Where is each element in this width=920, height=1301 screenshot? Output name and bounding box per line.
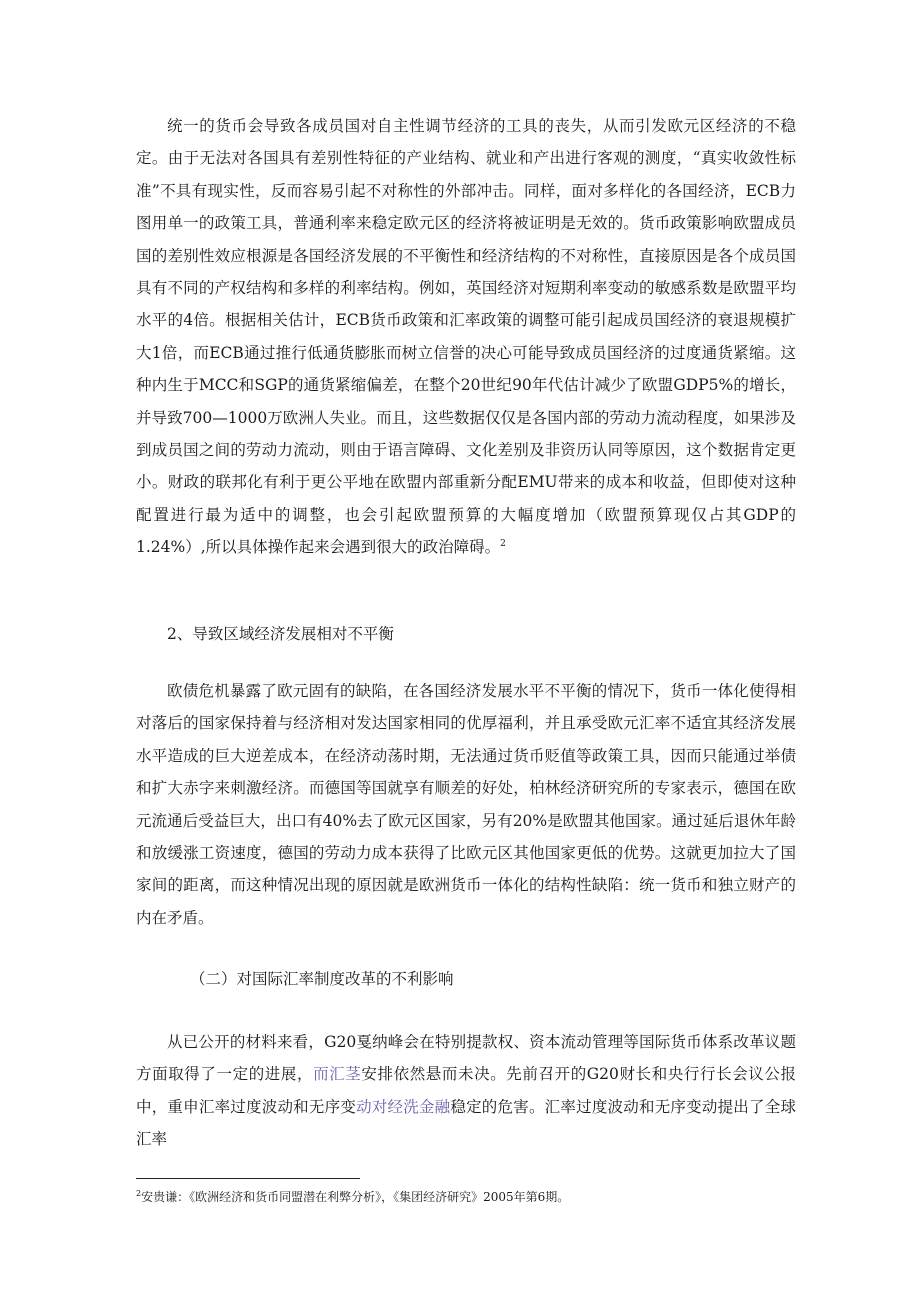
section-heading-2: 2、导致区域经济发展相对不平衡 — [167, 625, 394, 643]
paragraph-text-a: 从已公开的材料来看，G20戛纳峰会在特别提款权、资本流动管理等国际货币体系改革议题方面取得了一定的进展， — [136, 1033, 796, 1084]
body-paragraph-1 — [136, 110, 796, 564]
footnote — [136, 1187, 796, 1207]
body-paragraph-3 — [136, 1026, 796, 1156]
footnote-text: 安贵谦：《欧洲经济和货币同盟潜在利弊分析》，《集团经济研究》2005年第6期。 — [141, 1190, 570, 1204]
footnote-separator — [136, 1178, 360, 1179]
paragraph-text: 统一的货币会导致各成员国对自主性调节经济的工具的丧失，从而引发欧元区经济的不稳定。由于无法对各国具有差别性特征的产业结构、就业和产出进行客观的测度，“真实收敛性标准”不具有现实性，反而容易引起不对称性的外部冲击。同样，面对多样化的各国经济，ECB力图用单一的政策工具，普通利率来稳定欧元区的经济将被证明是无效的。货币政策影响欧盟成员国的差别性效应根源是各国经济发展的不平衡性和经济结构的不对称性，直接原因是各个成员国具有不同的产权结构和多样的利率结构。例如，英国经济对短期利率变动的敏感系数是欧盟平均水平的4倍。根据相关估计，ECB货币政策和汇率政策的调整可能引起成员国经济的衰退规模扩大1倍，而ECB通过推行低通货膨胀而树立信誉的决心可能导致成员国经济的过度通货紧缩。这种内生于MCC和SGP的通货紧缩偏差，在整个20世纪90年代估计减少了欧盟GDP5%的增长，并导致700—1000万欧洲人失业。而且，这些数据仅仅是各国内部的劳动力流动程度，如果涉及到成员国之间的劳动力流动，则由于语言障碍、文化差别及非资历认同等原因，这个数据肯定更小。财政的联邦化有利于更公平地在欧盟内部重新分配EMU带来的成本和收益，但即使对这种配置进行最为适中的调整，也会引起欧盟预算的大幅度增加（欧盟预算现仅占其GDP的1.24%）,所以具体操作起来会遇到很大的政治障碍。 — [136, 117, 796, 557]
footnote-reference: 2 — [500, 539, 506, 550]
body-paragraph-2: 欧债危机暴露了欧元固有的缺陷，在各国经济发展水平不平衡的情况下，货币一体化使得相对落后的国家保持着与经济相对发达国家相同的优厚福利，并且承受欧元汇率不适宜其经济发展水平造成的巨大逆差成本，在经济动荡时期，无法通过货币贬值等政策工具，因而只能通过举债和扩大赤字来刺激经济。而德国等国就享有顺差的好处，柏林经济研究所的专家表示，德国在欧元流通后受益巨大，出口有40%去了欧元区国家，另有20%是欧盟其他国家。通过延后退休年龄和放缓涨工资速度，德国的劳动力成本获得了比欧元区其他国家更低的优势。这就更加拉大了国家间的距离，而这种情况出现的原因就是欧洲货币一体化的结构性缺陷：统一货币和独立财产的内在矛盾。 — [136, 682, 796, 927]
highlighted-text-2: 动对经洗金融 — [356, 1097, 451, 1116]
paragraph-text-b: 安排依然悬而未决。先前召开的G20财长和央行行长会议公报中，重申汇率过度波动和无序变 — [136, 1065, 796, 1116]
highlighted-text-1: 而汇茎 — [313, 1065, 362, 1084]
section-heading-er: （二）对国际汇率制度改革的不利影响 — [190, 970, 454, 988]
paragraph-text-c: 稳定的危害。汇率过度波动和无序变动提出了全球汇率 — [136, 1097, 796, 1149]
footnote-mark: 2 — [136, 1189, 142, 1198]
